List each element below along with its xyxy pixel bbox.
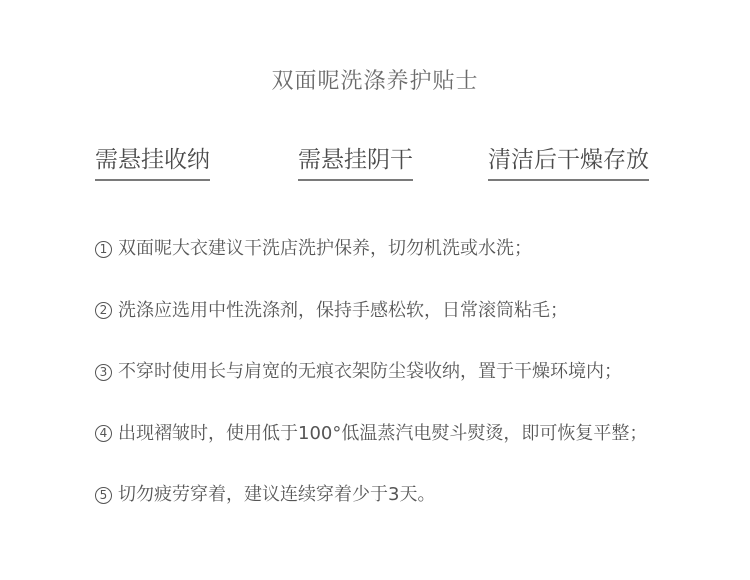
- tip-number-2: 2: [95, 302, 112, 319]
- tip-text-5: 切勿疲劳穿着，建议连续穿着少于3天。: [118, 484, 436, 505]
- care-tip-5: [95, 479, 735, 511]
- tip-text-4: 出现褶皱时，使用低于100°低温蒸汽电熨斗熨烫，即可恢复平整；: [118, 422, 648, 444]
- tip-text-1: 双面呢大衣建议干洗店洗护保养，切勿机洗或水洗；: [118, 238, 532, 259]
- care-tip-2: [95, 295, 735, 327]
- care-tip-4: [95, 418, 735, 450]
- care-tips-list: [95, 233, 735, 541]
- tip-number-3: 3: [95, 364, 112, 381]
- tag-hang-dry: 需悬挂阴干: [298, 143, 413, 181]
- tag-dry-storage: 清洁后干燥存放: [488, 143, 649, 181]
- tip-number-1: 1: [95, 241, 112, 258]
- page-title: 双面呢洗涤养护贴士: [271, 69, 479, 94]
- tip-number-4: 4: [95, 425, 112, 442]
- tip-number-5: 5: [95, 487, 112, 504]
- tip-text-2: 洗涤应选用中性洗涤剂，保持手感松软，日常滚筒粘毛；: [118, 299, 568, 321]
- care-tip-3: [95, 356, 735, 388]
- care-tip-1: [95, 233, 735, 265]
- tag-hang-storage: 需悬挂收纳: [95, 143, 210, 181]
- tip-text-3: 不穿时使用长与肩宽的无痕衣架防尘袋收纳，置于干燥环境内；: [118, 361, 622, 382]
